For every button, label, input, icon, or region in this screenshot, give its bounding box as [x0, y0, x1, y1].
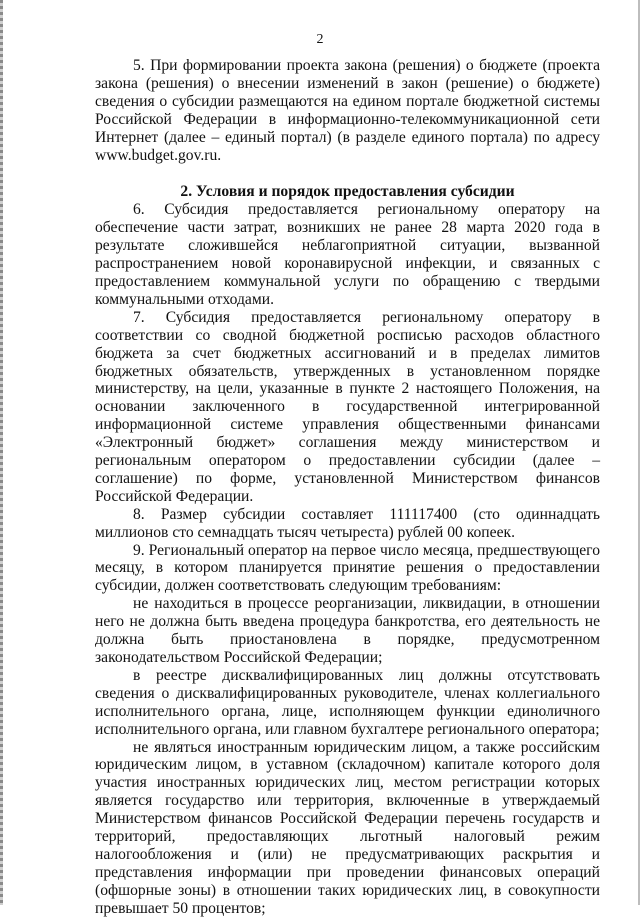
section-heading: 2. Условия и порядок предоставления субсидии [180, 183, 515, 201]
paragraph-9-requirement-3: не являться иностранным юридическим лицом, а также российским юридическим лицом, в уставном (складочном) капитале которого доля участия иностранных юридических лиц, местом регистрации которых является государство или территория, включенные в утверждаемый Министерством финансов Российской Федерации перечень государств и территорий, предоставляющих льготный налоговый режим налогообложения и (или) не предусматривающих раскрытия и представления информации при проведении финансовых операций (офшорные зоны) в отношении таких юридических лиц, в совокупности превышает 50 процентов; [95, 738, 600, 917]
paragraph-9: 9. Региональный оператор на первое число месяца, предшествующего месяцу, в котором планируется принятие решения о предоставлении субсидии, должен соответствовать следующим требованиям: [95, 541, 600, 595]
paragraph-8: 8. Размер субсидии составляет 111117400 (сто одиннадцать миллионов сто семнадцать тысяч четыреста) рублей 00 копеек. [95, 505, 600, 541]
paragraph-5: 5. При формировании проекта закона (решения) о бюджете (проекта закона (решения) о внесении изменений в закон (решение) о бюджете) сведения о субсидии размещаются на едином портале бюджетной системы Российской Федерации в информационно-телекоммуникационной сети Интернет (далее – единый портал) (в разделе единого портала) по адресу www.budget.gov.ru. [95, 57, 600, 164]
paragraph-9-requirement-2: в реестре дисквалифицированных лиц должны отсутствовать сведения о дисквалифицированных руководителе, членах коллегиального исполнительного органа, лице, исполняющем функции единоличного исполнительного органа, или главном бухгалтере регионального оператора; [95, 666, 600, 738]
page-number: 2 [316, 32, 324, 47]
paragraph-7: 7. Субсидия предоставляется региональному оператору в соответствии со сводной бюджетной росписью расходов областного бюджета за счет бюджетных ассигнований и в пределах лимитов бюджетных обязательств, утвержденных в установленном порядке министерству, на цели, указанные в пункте 2 настоящего Положения, на основании заключенного в государственной интегрированной информационной системе управления общественными финансами «Электронный бюджет» соглашения между министерством и региональным оператором о предоставлении субсидии (далее – соглашение) по форме, установленной Министерством финансов Российской Федерации. [95, 308, 600, 505]
paragraph-9-requirement-1: не находиться в процессе реорганизации, ликвидации, в отношении него не должна быть введена процедура банкротства, его деятельность не должна быть приостановлена в порядке, предусмотренном законодательством Российской Федерации; [95, 595, 600, 666]
scan-edge-left [0, 0, 3, 905]
document-body [95, 57, 600, 918]
paragraph-6: 6. Субсидия предоставляется региональному оператору на обеспечение части затрат, возникших не ранее 28 марта 2020 года в результате сложившейся неблагоприятной ситуации, вызванной распространением новой коронавирусной инфекции, и связанных с предоставлением коммунальной услуги по обращению с твердыми коммунальными отходами. [95, 201, 600, 308]
